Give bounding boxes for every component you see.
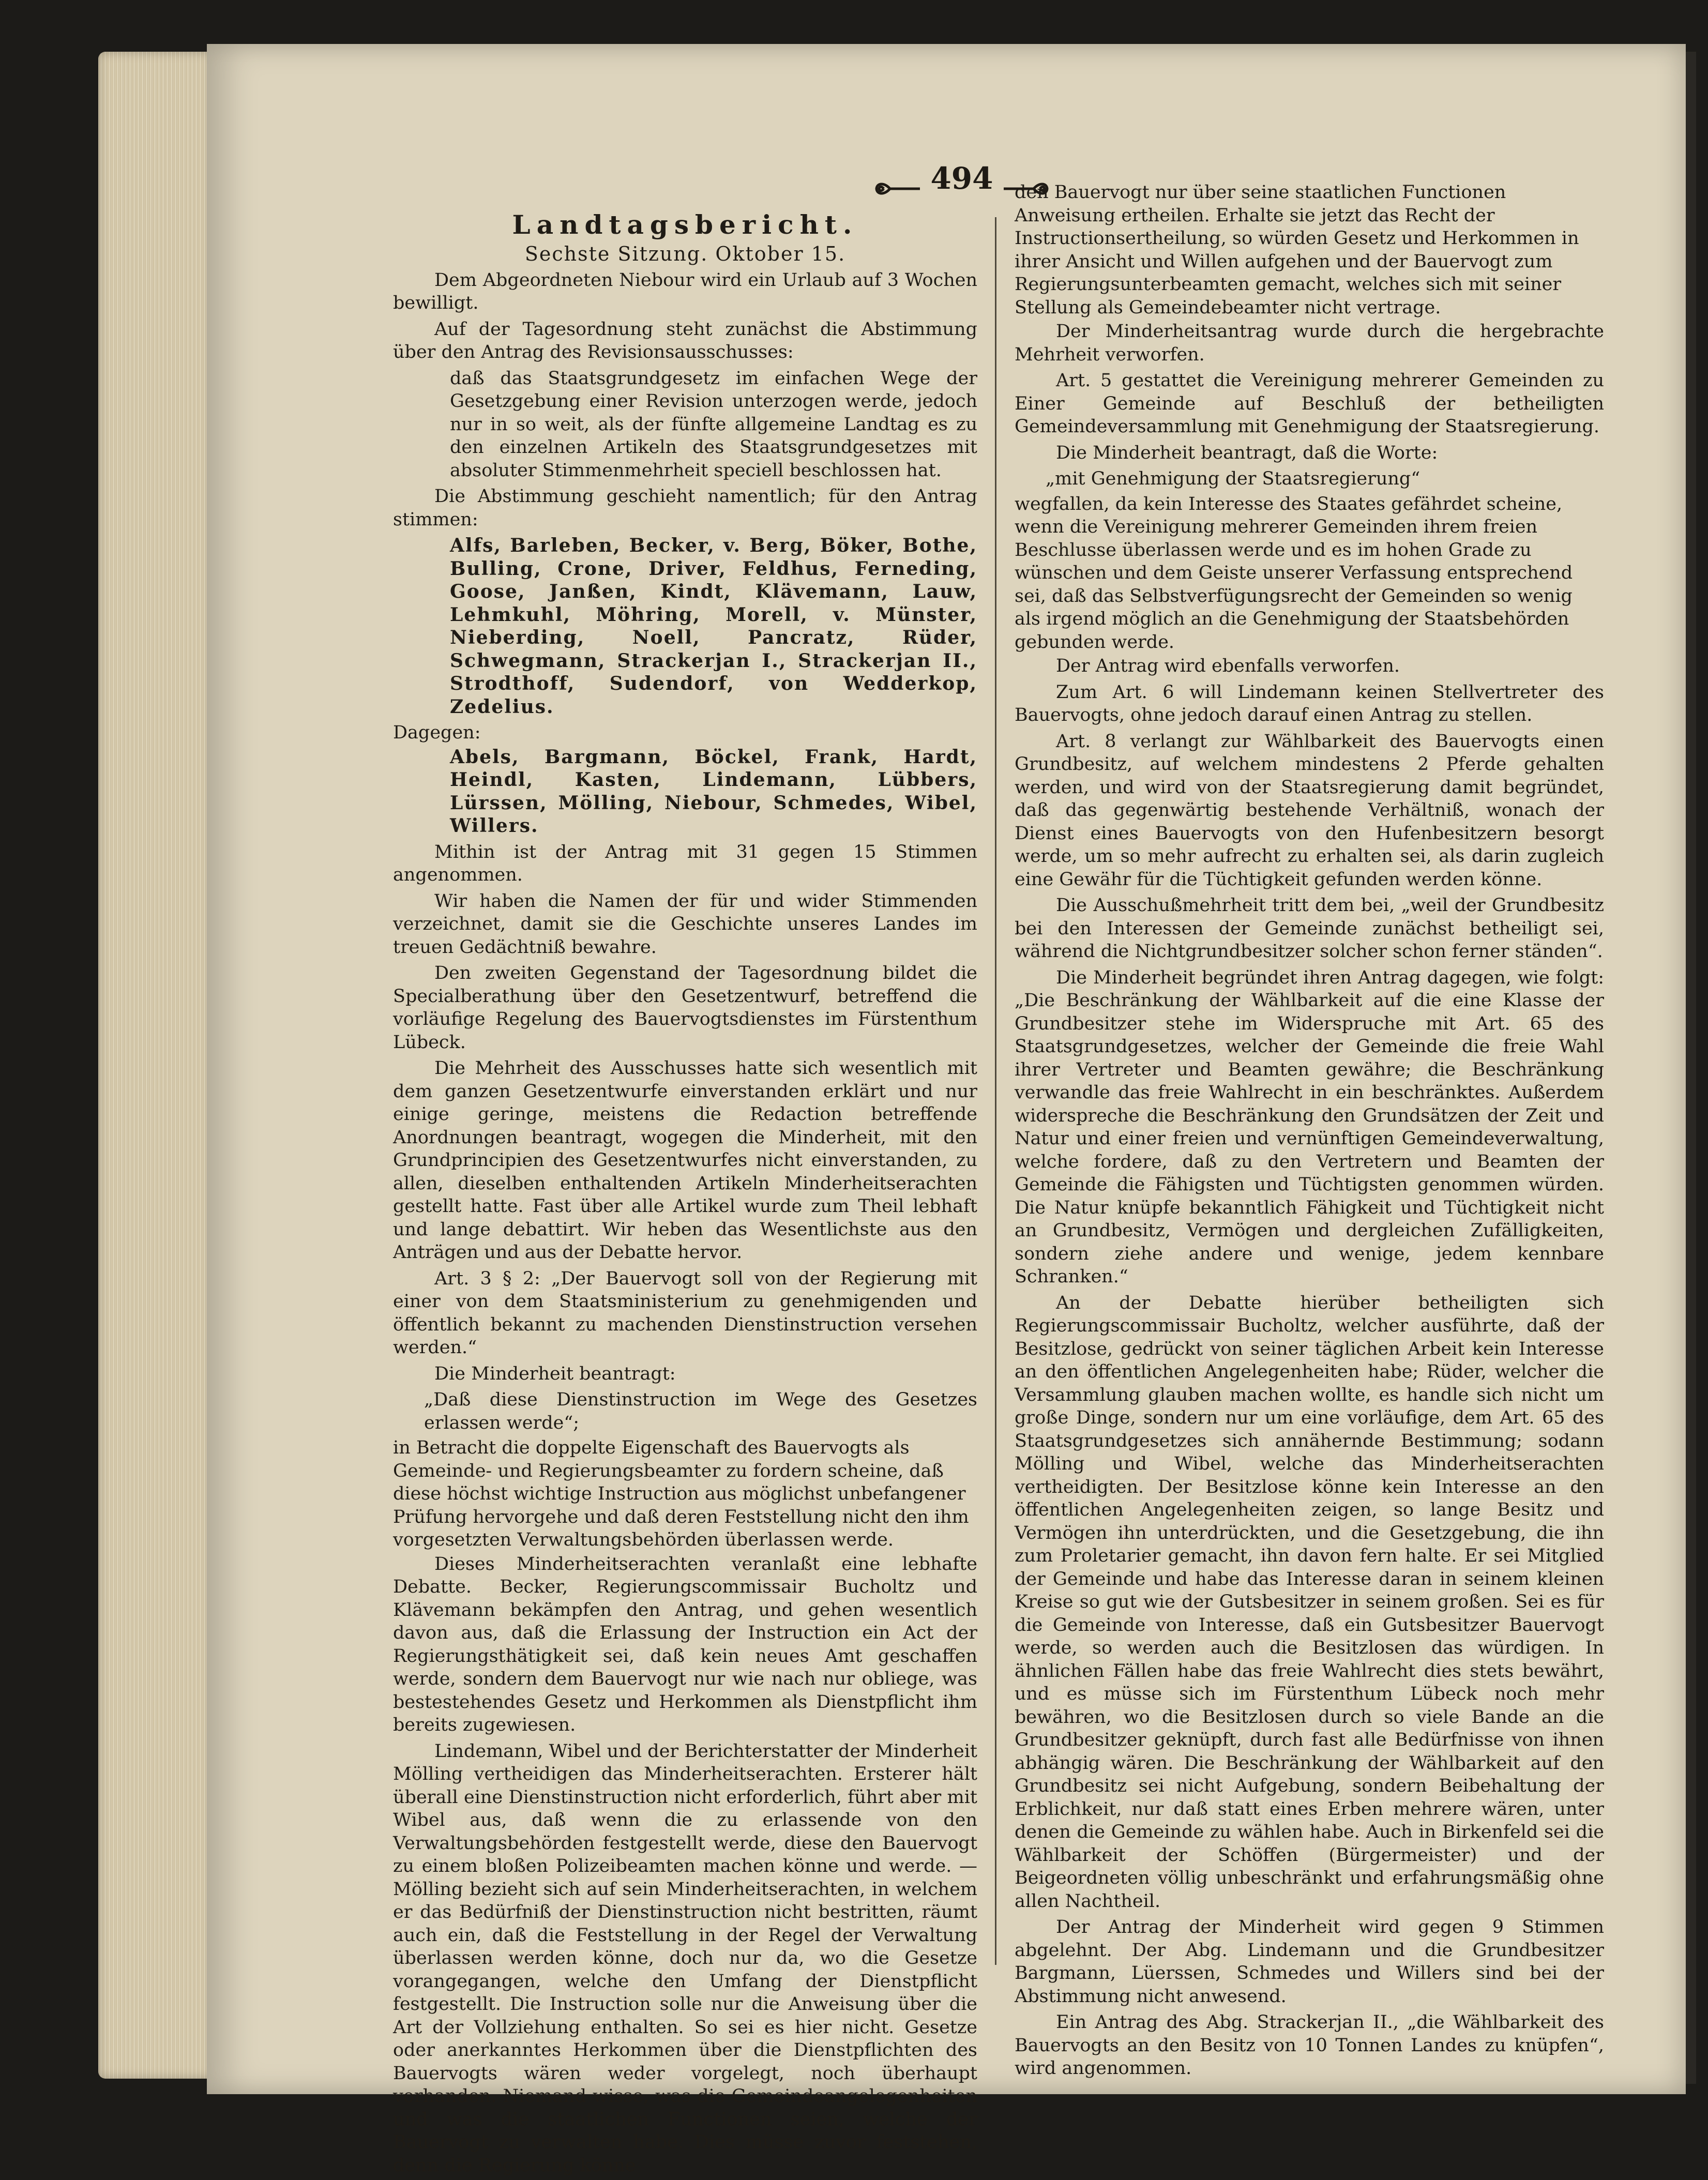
left-column-para: Dem Abgeordneten Niebour wird ein Urlaub auf 3 Wochen bewilligt. bbox=[393, 269, 977, 313]
book-page-edges bbox=[98, 52, 212, 2079]
right-column-para: Der Minderheitsantrag wurde durch die hergebrachte Mehrheit verworfen. bbox=[1015, 321, 1604, 365]
right-column bbox=[1015, 181, 1604, 2083]
right-column-quote: „mit Genehmigung der Staatsregierung“ bbox=[1046, 468, 1420, 489]
right-column-para: Zum Art. 6 will Lindemann keinen Stellvertreter des Bauervogts, ohne jedoch darauf einen Antrag zu stellen. bbox=[1015, 682, 1604, 725]
right-column-para: Der Antrag wird ebenfalls verworfen. bbox=[1056, 656, 1400, 676]
left-column-para: Lindemann, Wibel und der Berichterstatter der Minderheit Mölling vertheidigen das Minderheitserachten. Ersterer hält überall eine Dienstinstruction nicht erforderlich, führt aber mit Wibel aus, daß wenn die zu erlassende von den Verwaltungsbehörden festgestellt werde, diese den Bauervogt zu einem bloßen Polizeibeamten machen könne und werde. — Mölling bezieht sich auf sein Minderheitserachten, in welchem er das Bedürfniß der Dienstinstruction nicht bestritten, räumt auch ein, daß die Feststellung in der Regel der Verwaltung überlassen werden könne, doch nur da, wo die Gesetze vorangegangen, welche den Umfang der Dienstpflicht festgestellt. Die Instruction solle nur die Anweisung über die Art der Vollziehung enthalten. So sei es hier nicht. Gesetze oder anerkanntes Herkommen über die Dienstpflichten des Bauervogts wären weder vorgelegt, noch überhaupt vorhanden. Niemand wisse, was die Gemeindeangelegenheiten und was die staatlichen Functionen seien, welche der Bauervogt zu verwalten habe. Dies müsse zuvor feststehen, denn die Regierung könne bbox=[393, 1740, 977, 2176]
left-column-label: in Betracht die doppelte Eigenschaft des Bauervogts als Gemeinde- und Regierungsbeamter zu fordern scheine, daß diese höchst wichtige Instruction aus möglichst unbefangener Prüfung hervorgehe und daß deren Feststellung nicht den ihm vorgesetzten Verwaltungsbehörden überlassen werde. bbox=[393, 1437, 969, 1550]
left-column-para: Auf der Tagesordnung steht zunächst die Abstimmung über den Antrag des Revisionsausschusses: bbox=[393, 319, 977, 362]
left-column-para: Mithin ist der Antrag mit 31 gegen 15 Stimmen angenommen. bbox=[393, 841, 977, 885]
left-column bbox=[393, 209, 977, 2180]
right-column-para: Die Minderheit begründet ihren Antrag dagegen, wie folgt: „Die Beschränkung der Wählbarkeit auf die eine Klasse der Grundbesitzer stehe im Widerspruche mit Art. 65 des Staatsgrundgesetzes, welcher der Gemeinde die freie Wahl ihrer Vertreter und Beamten gewähre; die Beschränkung verwandle das freie Wahlrecht in ein beschränktes. Außerdem widerspreche die Beschränkung den Grundsätzen der Zeit und Natur und einer freien und vernünftigen Gemeindeverwaltung, welche fordere, daß zu den Vertretern und Beamten der Gemeinde die Fähigsten und Tüchtigsten genommen würden. Die Natur knüpfe bekanntlich Fähigkeit und Tüchtigkeit nicht an Grundbesitz, Vermögen und dergleichen Zufälligkeiten, sondern ziehe andere und wenige, jedem kennbare Schranken.“ bbox=[1015, 967, 1604, 1287]
ornament-left-icon bbox=[874, 170, 921, 187]
left-column-block: daß das Staatsgrundgesetz im einfachen Wege der Gesetzgebung einer Revision unterzogen werde, jedoch nur in so weit, als der fünfte allgemeine Landtag es zu den einzelnen Artikeln des Staatsgrundgesetzes mit absoluter Stimmenmehrheit speciell beschlossen hat. bbox=[450, 368, 977, 481]
right-column-label: wegfallen, da kein Interesse des Staates gefährdet scheine, wenn die Vereinigung mehrerer Gemeinden ihrem freien Beschlusse überlassen werde und es im hohen Grade zu wünschen und dem Geiste unserer Verfassung entsprechend sei, daß das Selbstverfügungsrecht der Gemeinden so wenig als irgend möglich an die Genehmigung der Staatsbehörden gebunden werde. bbox=[1015, 493, 1573, 653]
left-column-para: Wir haben die Namen der für und wider Stimmenden verzeichnet, damit sie die Geschichte unseres Landes im treuen Gedächtniß bewahre. bbox=[393, 890, 977, 958]
right-column-para: Der Antrag der Minderheit wird gegen 9 Stimmen abgelehnt. Der Abg. Lindemann und die Grundbesitzer Bargmann, Lüerssen, Schmedes und Willers sind bei der Abstimmung nicht anwesend. bbox=[1015, 1917, 1604, 2007]
right-column-para: Die Minderheit beantragt, daß die Worte: bbox=[1056, 442, 1438, 463]
article-title: Landtagsbericht. bbox=[512, 209, 858, 240]
left-column-para: Art. 3 § 2: „Der Bauervogt soll von der Regierung mit einer von dem Staatsministerium zu genehmigenden und öffentlich bekannt zu machenden Dienstinstruction versehen werden.“ bbox=[393, 1268, 977, 1358]
left-column-para: Die Abstimmung geschieht namentlich; für den Antrag stimmen: bbox=[393, 486, 977, 530]
left-column-para: Die Mehrheit des Ausschusses hatte sich wesentlich mit dem ganzen Gesetzentwurfe einverstanden erklärt und nur einige geringe, meistens die Redaction betreffende Anordnungen beantragt, wogegen die Minderheit, mit den Grundprincipien des Gesetzentwurfes nicht einverstanden, zu allen, dieselben enthaltenden Artikeln Minderheitserachten gestellt hatte. Fast über alle Artikel wurde zum Theil lebhaft und lange debattirt. Wir heben das Wesentlichste aus den Anträgen und aus der Debatte hervor. bbox=[393, 1058, 977, 1263]
right-column-para: Art. 8 verlangt zur Wählbarkeit des Bauervogts einen Grundbesitz, auf welchem mindestens 2 Pferde gehalten werden, und wird von der Staatsregierung damit begründet, daß das gegenwärtig bestehende Verhältniß, wonach der Dienst eines Bauervogts von den Hufenbesitzern besorgt werde, um so mehr aufrecht zu erhalten sei, als darin zugleich eine Gewähr für die Tüchtigkeit gefunden werden könne. bbox=[1015, 731, 1604, 890]
left-column-body bbox=[393, 269, 977, 2177]
right-column-body bbox=[1015, 181, 1604, 2080]
left-column-names: Alfs, Barleben, Becker, v. Berg, Böker, Bothe, Bulling, Crone, Driver, Feldhus, Ferneding, Goose, Janßen, Kindt, Klävemann, Lauw, Lehmkuhl, Möhring, Morell, v. Münster, Nieberding, Noell, Pancratz, Rüder, Schwegmann, Strackerjan I., Strackerjan II., Strodthoff, Sudendorf, von Wedderkop, Zedelius. bbox=[450, 535, 977, 718]
left-column-para: Dieses Minderheitserachten veranlaßt eine lebhafte Debatte. Becker, Regierungscommissair Bucholtz und Klävemann bekämpfen den Antrag, und gehen wesentlich davon aus, daß die Erlassung der Instruction ein Act der Regierungsthätigkeit sei, daß kein neues Amt geschaffen werde, sondern dem Bauervogt nur wie nach nur obliege, was bestestehendes Gesetz und Herkommen als Dienstpflicht ihm bereits zugewiesen. bbox=[393, 1553, 977, 1735]
left-column-para: Den zweiten Gegenstand der Tagesordnung bildet die Specialberathung über den Gesetzentwurf, betreffend die vorläufige Regelung des Bauervogtsdienstes im Fürstenthum Lübeck. bbox=[393, 963, 977, 1053]
right-column-para: Die Ausschußmehrheit tritt dem bei, „weil der Grundbesitz bei den Interessen der Gemeinde zunächst betheiligt sei, während die Nichtgrundbesitzer solcher schon ferner ständen“. bbox=[1015, 895, 1604, 962]
page-number-text: 494 bbox=[930, 161, 993, 196]
right-column-para: Ein Antrag des Abg. Strackerjan II., „die Wählbarkeit des Bauervogts an den Besitz von 10 Tonnen Landes zu knüpfen“, wird angenommen. bbox=[1015, 2012, 1604, 2079]
left-column-para: Die Minderheit beantragt: bbox=[434, 1363, 676, 1384]
right-column-para: Art. 5 gestattet die Vereinigung mehrerer Gemeinden zu Einer Gemeinde auf Beschluß der betheiligten Gemeindeversammlung mit Genehmigung der Staatsregierung. bbox=[1015, 370, 1604, 437]
right-column-para: An der Debatte hierüber betheiligten sich Regierungscommissair Bucholtz, welcher ausführte, daß der Besitzlose, gedrückt von seiner täglichen Arbeit kein Interesse an den öffentlichen Angelegenheiten habe; Rüder, welcher die Versammlung glauben machen wollte, es handle sich nicht um große Dinge, sondern nur um eine vorläufige, dem Art. 65 des Staatsgrundgesetzes sich annähernde Bestimmung; sodann Mölling und Wibel, welche das Minderheitserachten vertheidigten. Der Besitzlose könne kein Interesse an den öffentlichen Angelegenheiten zeigen, so lange Besitz und Vermögen ihn unterdrückten, und die Gesetzgebung, die ihn zum Proletarier gemacht, ihn davon fern halte. Er sei Mitglied der Gemeinde und habe das Interesse daran in seinem kleinen Kreise so gut wie der Gutsbesitzer in seinem großen. Sei es für die Gemeinde von Interesse, daß ein Gutsbesitzer Bauervogt werde, so werden auch die Besitzlosen das würdigen. In ähnlichen Fällen habe das freie Wahlrecht dies stets bewährt, und es müsse sich im Fürstenthum Lübeck noch mehr bewähren, wo die Besitzlosen durch so viele Bande an die Grundbesitzer geknüpft, durch fast alle Bedürfnisse von ihnen abhängig wären. Die Beschränkung der Wählbarkeit auf den Grundbesitz sei nicht Aufgebung, sondern Beibehaltung der Erblichkeit, nur daß statt eines Erben mehrere wären, unter denen die Gemeinde zu wählen habe. Auch in Birkenfeld sei die Wählbarkeit der Schöffen (Bürgermeister) und der Beigeordneten völlig unbeschränkt und erfahrungsmäßig ohne allen Nachtheil. bbox=[1015, 1292, 1604, 1912]
column-divider bbox=[995, 217, 996, 1965]
left-column-names: Abels, Bargmann, Böckel, Frank, Hardt, Heindl, Kasten, Lindemann, Lübbers, Lürssen, Mölling, Niebour, Schmedes, Wibel, Willers. bbox=[450, 746, 977, 837]
left-column-label: Dagegen: bbox=[393, 722, 481, 743]
right-column-label: den Bauervogt nur über seine staatlichen Functionen Anweisung ertheilen. Erhalte sie jetzt das Recht der Instructionsertheilung, so würden Gesetz und Herkommen in ihrer Ansicht und Willen aufgehen und der Bauervogt zum Regierungsunterbeamten gemacht, welches sich mit seiner Stellung als Gemeindebeamter nicht vertrage. bbox=[1015, 182, 1579, 318]
left-column-quote: „Daß diese Dienstinstruction im Wege des Gesetzes erlassen werde“; bbox=[424, 1389, 977, 1433]
session-subtitle: Sechste Sitzung. Oktober 15. bbox=[524, 243, 846, 265]
